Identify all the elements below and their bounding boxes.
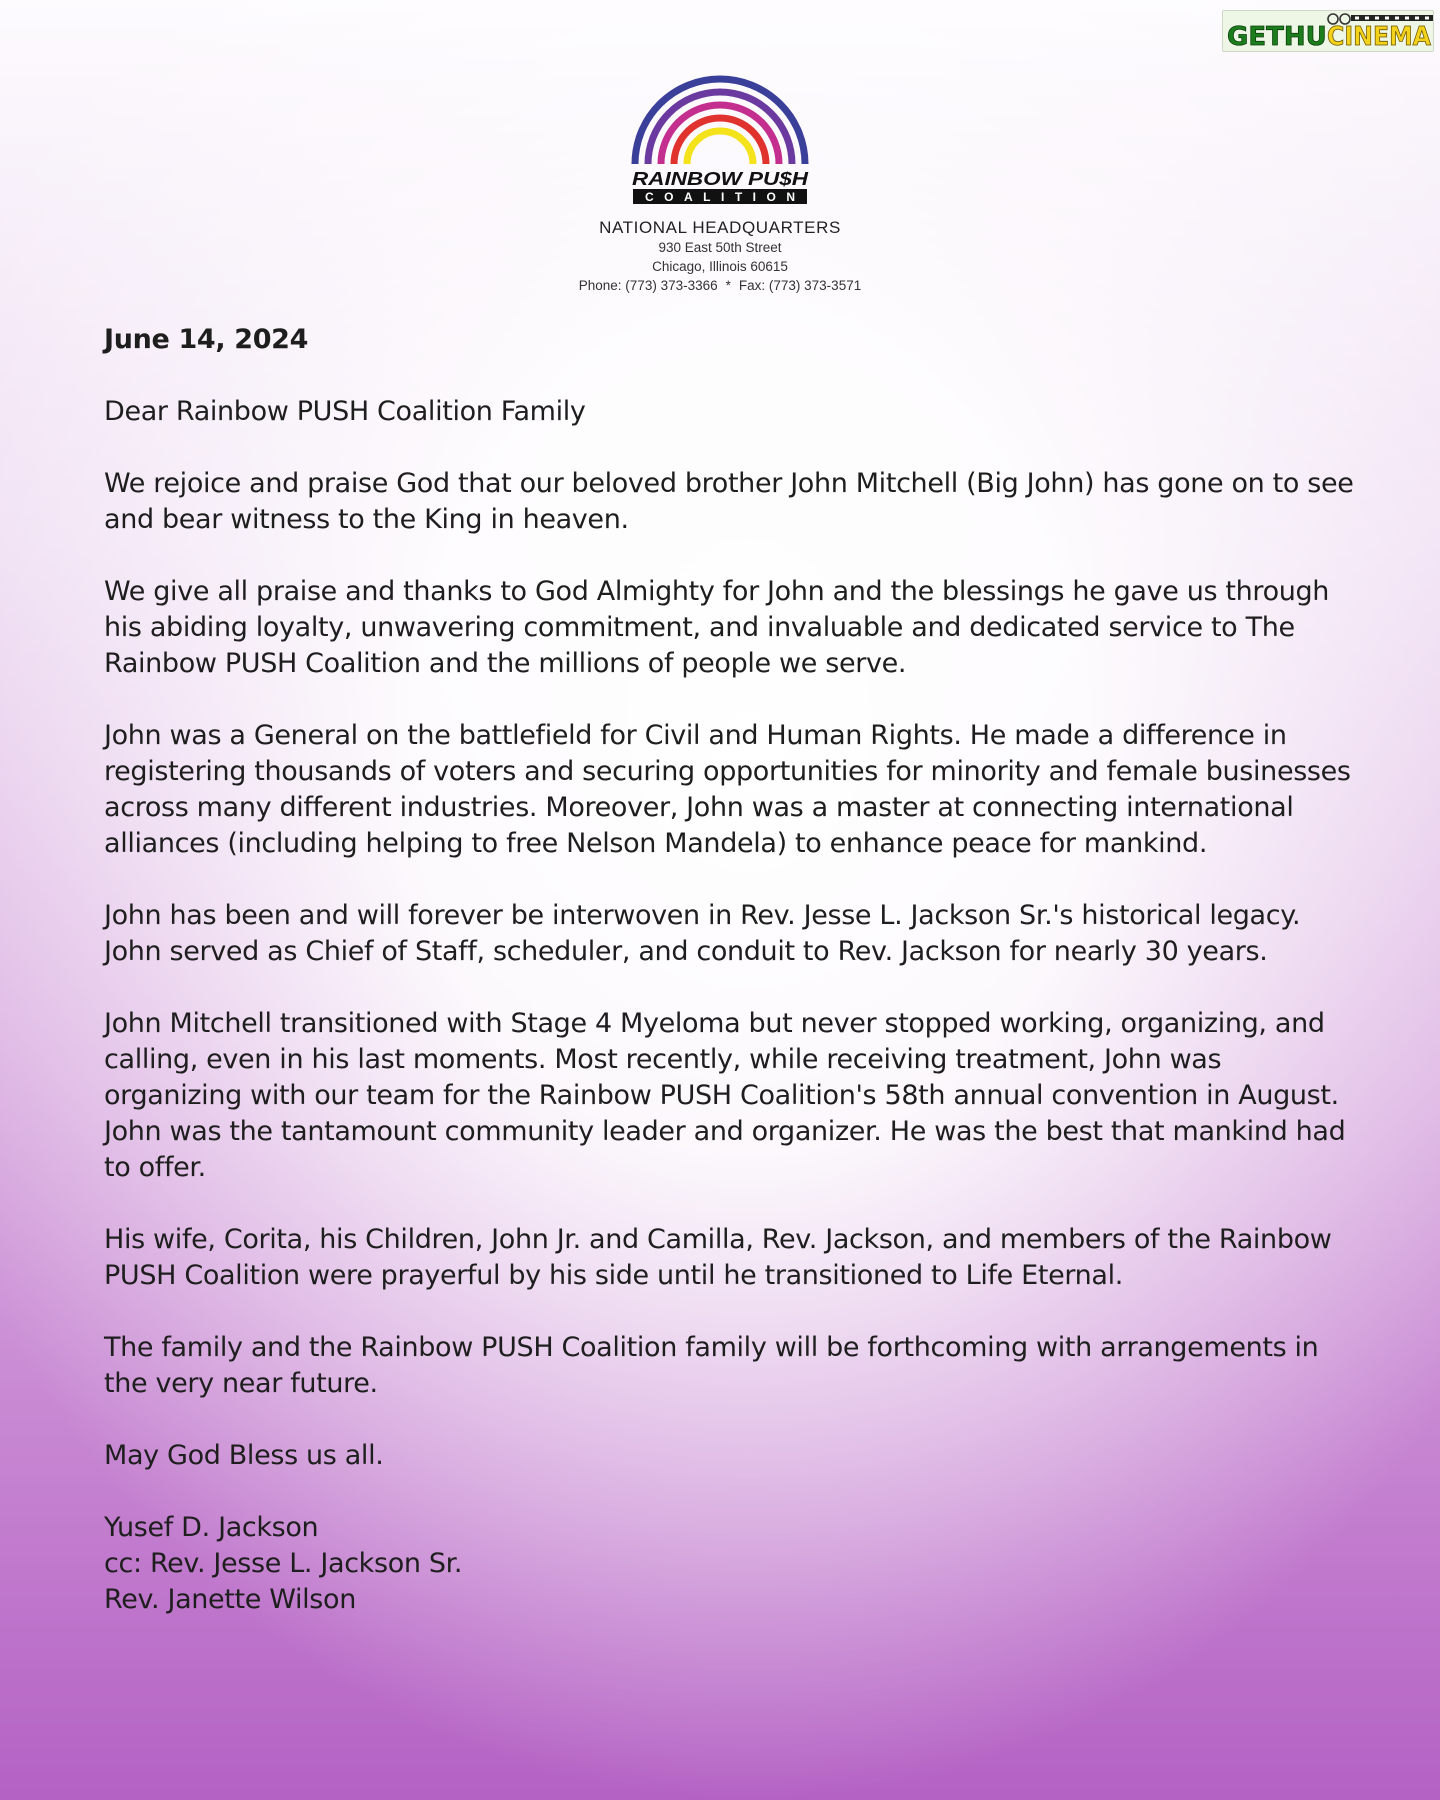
letter-date: June 14, 2024 <box>104 324 309 355</box>
hq-contact-line <box>0 276 1440 295</box>
watermark-graphic <box>1223 11 1435 53</box>
letter-paragraph: The family and the Rainbow PUSH Coalition family will be forthcoming with arrangements in the very near future. <box>104 1332 1319 1399</box>
letterhead <box>0 72 1440 295</box>
logo-wordmark: RAINBOW PU$H <box>632 169 810 189</box>
hq-address-line1: 930 East 50th Street <box>658 240 782 255</box>
letter-paragraph: John was a General on the battlefield for Civil and Human Rights. He made a difference in registering thousands of voters and securing opportunities for minority and female businesses across many different industries. Moreover, John was a master at connecting international alliances (including helping to free Nelson Mandela) to enhance peace for mankind. <box>104 720 1351 859</box>
letter-salutation: Dear Rainbow PUSH Coalition Family <box>104 396 586 427</box>
signature-name: Yusef D. Jackson <box>104 1512 319 1543</box>
watermark-text-part2: CINEMA <box>1327 22 1431 52</box>
letter-paragraph: John has been and will forever be interwoven in Rev. Jesse L. Jackson Sr.'s historical legacy. John served as Chief of Staff, scheduler, and conduit to Rev. Jackson for nearly 30 years. <box>104 900 1301 967</box>
letter-closing: May God Bless us all. <box>104 1440 384 1471</box>
letter-paragraph: We give all praise and thanks to God Almighty for John and the blessings he gave us through his abiding loyalty, unwavering commitment, and invaluable and dedicated service to The Rainbow PUSH Coalition and the millions of people we serve. <box>104 576 1330 679</box>
cc-line: Rev. Janette Wilson <box>104 1584 356 1615</box>
rainbow-push-logo <box>625 72 815 210</box>
letter-paragraph: His wife, Corita, his Children, John Jr. and Camilla, Rev. Jackson, and members of the Rainbow PUSH Coalition were prayerful by his side until he transitioned to Life Eternal. <box>104 1224 1332 1291</box>
hq-separator: * <box>725 278 731 293</box>
hq-address-line2: Chicago, Illinois 60615 <box>652 259 788 274</box>
hq-title: NATIONAL HEADQUARTERS <box>599 218 841 237</box>
watermark-text-part1: GETHU <box>1227 22 1327 52</box>
letter-paragraph: We rejoice and praise God that our beloved brother John Mitchell (Big John) has gone on to see and bear witness to the King in heaven. <box>104 468 1354 535</box>
letter-body <box>104 322 1354 1618</box>
logo-subwordmark: COALITION <box>645 190 795 204</box>
hq-phone: Phone: (773) 373-3366 <box>578 278 718 293</box>
cc-line: cc: Rev. Jesse L. Jackson Sr. <box>104 1548 463 1579</box>
hq-fax: Fax: (773) 373-3571 <box>738 278 862 293</box>
watermark-badge <box>1222 10 1434 52</box>
letter-paragraph: John Mitchell transitioned with Stage 4 Myeloma but never stopped working, organizing, and calling, even in his last moments. Most recently, while receiving treatment, John was organizing with our team for the Rainbow PUSH Coalition's 58th annual convention in August. John was the tantamount community leader and organizer. He was the best that mankind had to offer. <box>104 1008 1346 1183</box>
